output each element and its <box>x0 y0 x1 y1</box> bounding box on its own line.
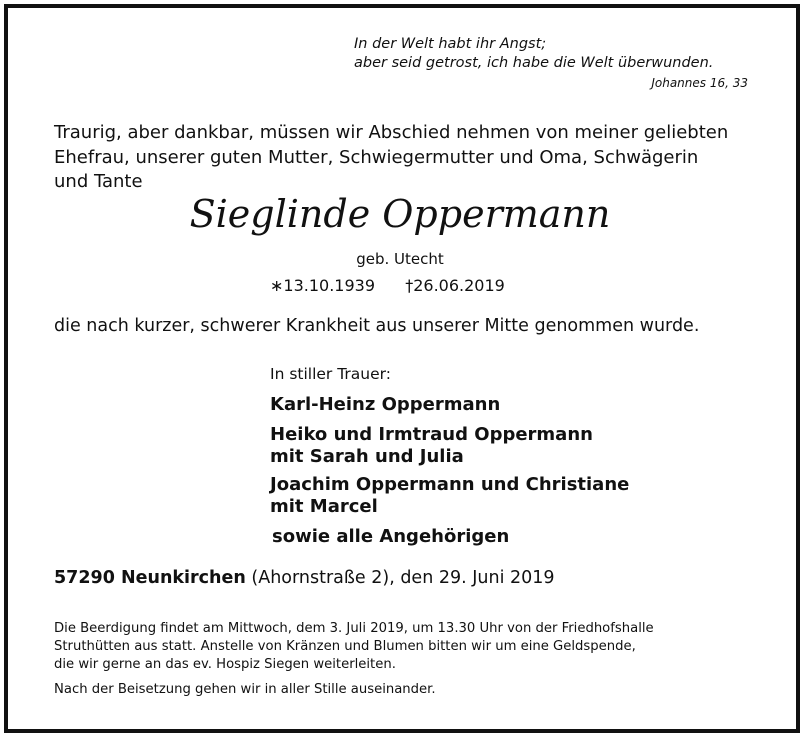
funeral-line-1: Die Beerdigung findet am Mittwoch, dem 3. Juli 2019, um 13.30 Uhr von der Friedhofshalle <box>54 621 654 636</box>
bible-quote-line-1: In der Welt habt ihr Angst; <box>354 36 547 52</box>
bible-quote-reference: Johannes 16, 33 <box>651 76 748 90</box>
birth-symbol: ∗ <box>270 276 284 295</box>
maiden-name: geb. Utecht <box>356 250 444 268</box>
mourner-entry: mit Marcel <box>270 496 378 517</box>
mourner-entry: sowie alle Angehörigen <box>272 526 510 547</box>
deceased-name: Sieglinde Oppermann <box>189 192 611 236</box>
funeral-info <box>54 620 654 674</box>
funeral-line-2: Struthütten aus statt. Anstelle von Kränzen und Blumen bitten wir um eine Geldspende, <box>54 639 636 654</box>
address-line <box>54 568 555 588</box>
birth-date: 13.10.1939 <box>283 276 376 295</box>
intro-text <box>54 121 728 195</box>
mourner-entry: mit Sarah und Julia <box>270 446 464 467</box>
mourner-entry: Karl-Heinz Oppermann <box>270 394 501 415</box>
mourner-entry: Joachim Oppermann und Christiane <box>270 474 630 495</box>
intro-line-1: Traurig, aber dankbar, müssen wir Abschied nehmen von meiner geliebten <box>54 122 729 143</box>
circumstance-text: die nach kurzer, schwerer Krankheit aus unserer Mitte genommen wurde. <box>54 316 700 336</box>
mourner-entry: Heiko und Irmtraud Oppermann <box>270 424 593 445</box>
bible-quote-line-2: aber seid getrost, ich habe die Welt überwunden. <box>354 55 714 71</box>
address-detail: (Ahornstraße 2), den 29. Juni 2019 <box>245 568 555 588</box>
closing-note: Nach der Beisetzung gehen wir in aller Stille auseinander. <box>54 682 436 697</box>
death-symbol: † <box>405 276 414 295</box>
intro-line-3: und Tante <box>54 171 143 192</box>
funeral-line-3: die wir gerne an das ev. Hospiz Siegen weiterleiten. <box>54 657 396 672</box>
death-date: 26.06.2019 <box>413 276 505 295</box>
life-dates <box>270 276 505 295</box>
address-place: 57290 Neunkirchen <box>54 568 246 588</box>
intro-line-2: Ehefrau, unserer guten Mutter, Schwiegermutter und Oma, Schwägerin <box>54 146 699 168</box>
mourners-label: In stiller Trauer: <box>270 365 391 383</box>
